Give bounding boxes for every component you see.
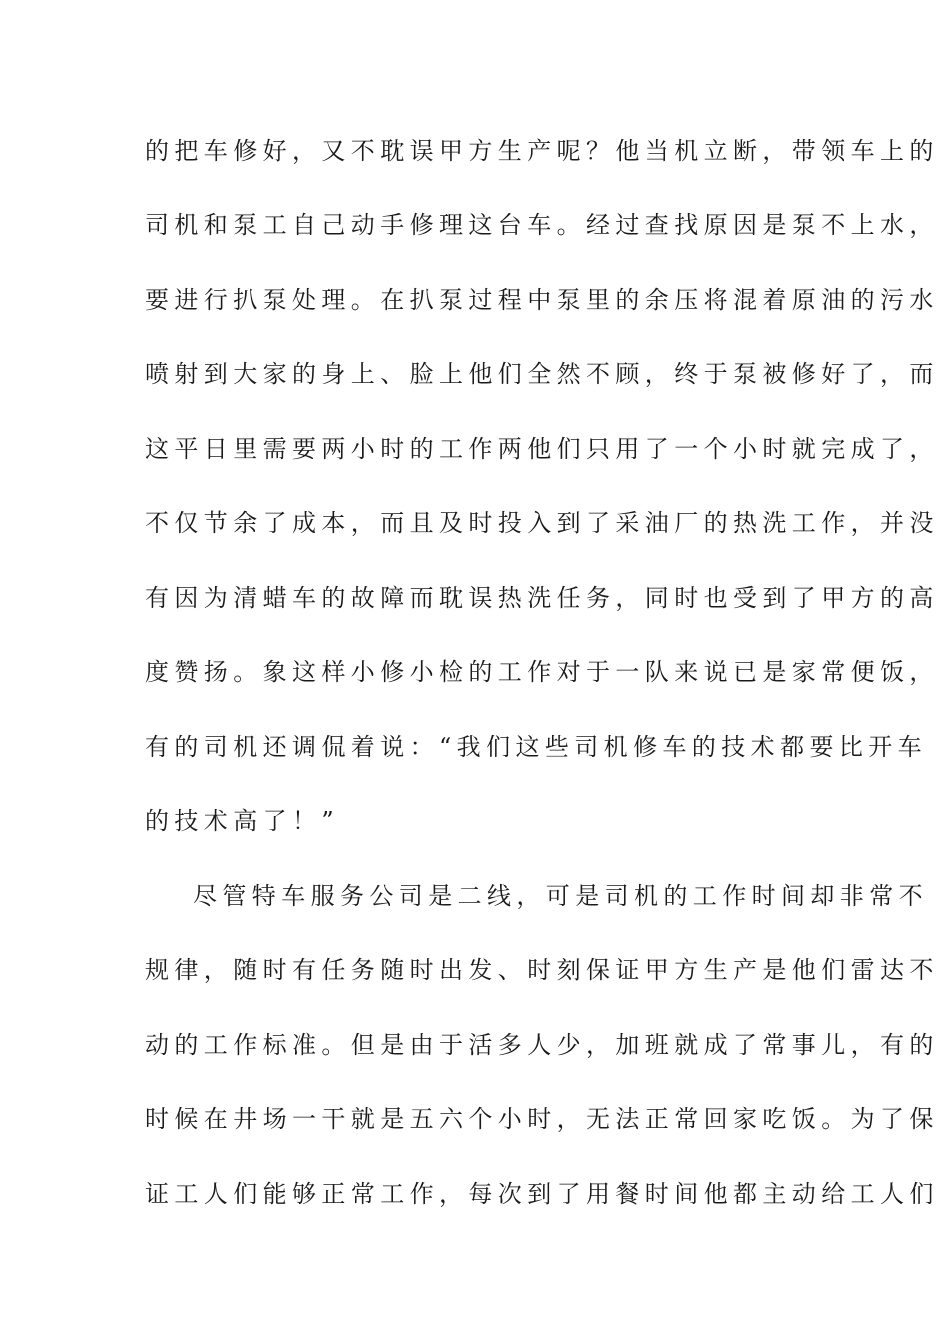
text-line: 规律，随时有任务随时出发、时刻保证甲方生产是他们雷达不	[145, 956, 939, 984]
text-line-indented: 尽管特车服务公司是二线，可是司机的工作时间却非常不	[193, 882, 928, 910]
text-line: 度赞扬。象这样小修小检的工作对于一队来说已是家常便饭，	[145, 658, 939, 686]
text-line: 喷射到大家的身上、脸上他们全然不顾，终于泵被修好了，而	[145, 360, 939, 388]
text-line: 要进行扒泵处理。在扒泵过程中泵里的余压将混着原油的污水	[145, 286, 939, 314]
text-line: 时候在井场一干就是五六个小时，无法正常回家吃饭。为了保	[145, 1105, 939, 1133]
text-line: 动的工作标准。但是由于活多人少，加班就成了常事儿，有的	[145, 1031, 939, 1059]
text-line: 司机和泵工自己动手修理这台车。经过查找原因是泵不上水，	[145, 211, 939, 239]
text-line: 的把车修好，又不耽误甲方生产呢？他当机立断，带领车上的	[145, 137, 939, 165]
text-line: 证工人们能够正常工作，每次到了用餐时间他都主动给工人们	[145, 1180, 939, 1208]
text-line: 有的司机还调侃着说：“我们这些司机修车的技术都要比开车	[145, 733, 928, 761]
text-line: 有因为清蜡车的故障而耽误热洗任务，同时也受到了甲方的高	[145, 584, 939, 612]
text-line: 这平日里需要两小时的工作两他们只用了一个小时就完成了，	[145, 435, 939, 463]
text-line: 不仅节余了成本，而且及时投入到了采油厂的热洗工作，并没	[145, 509, 939, 537]
text-line: 的技术高了！”	[145, 807, 340, 835]
